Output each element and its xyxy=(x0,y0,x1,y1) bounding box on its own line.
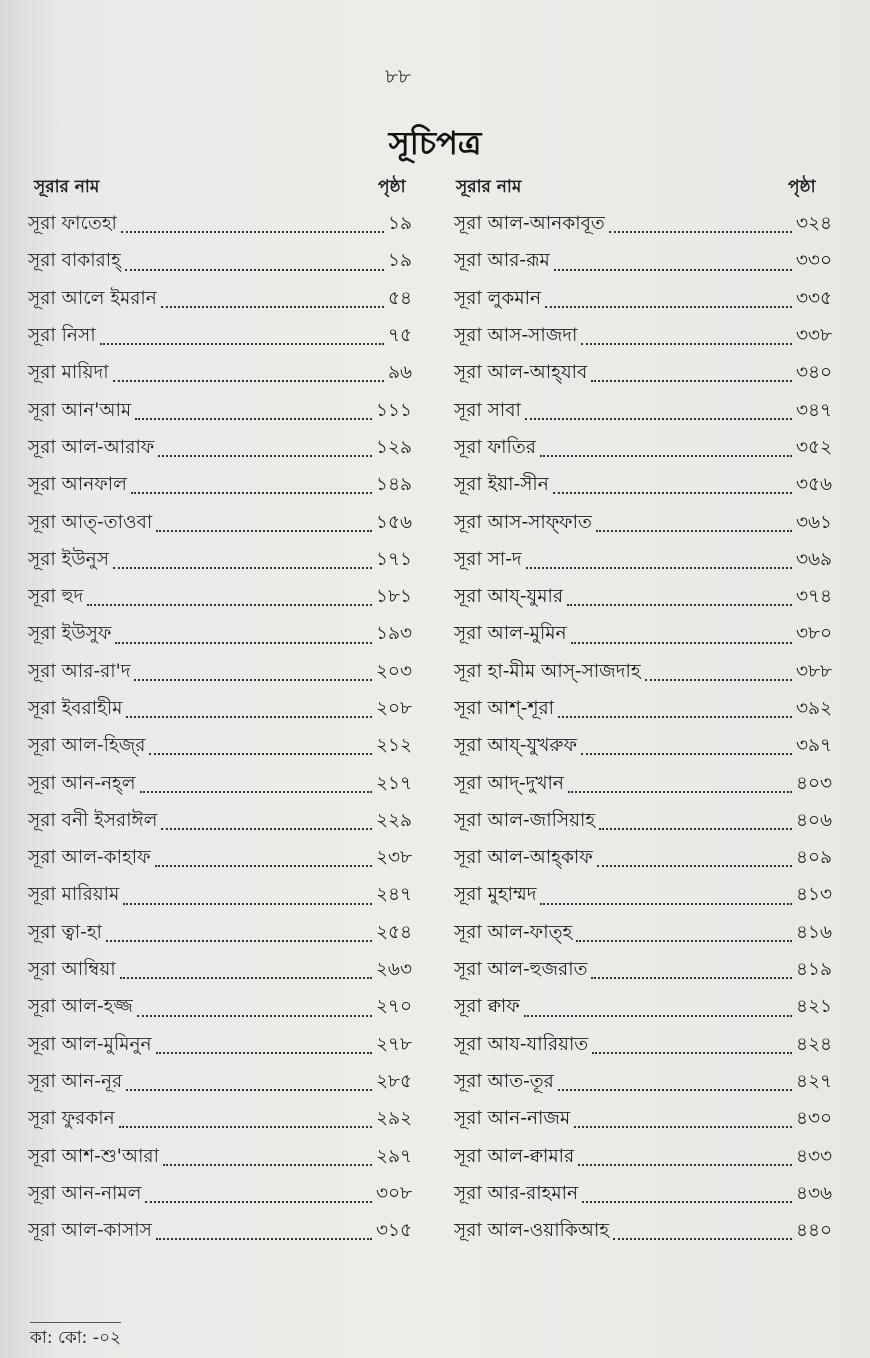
dot-leader xyxy=(554,269,792,271)
contents-row xyxy=(28,318,412,355)
contents-row xyxy=(454,355,832,392)
contents-row xyxy=(28,206,412,243)
page-ref: ৩৫২ xyxy=(795,436,832,458)
contents-row xyxy=(454,318,832,355)
page-ref: ৪৩৬ xyxy=(795,1182,832,1204)
page-ref: ৩৯২ xyxy=(795,698,832,719)
page-ref: ৩৫৬ xyxy=(795,474,832,496)
dot-leader xyxy=(568,791,792,793)
surah-name: সূরা আয্-যুখরুফ xyxy=(454,735,578,757)
contents-row xyxy=(28,430,412,467)
surah-name: সূরা আল-আরাফ xyxy=(28,436,155,458)
contents-row xyxy=(28,392,412,429)
surah-name: সূরা আল-হজ্জ xyxy=(28,996,133,1018)
contents-row xyxy=(454,616,832,653)
contents-row xyxy=(454,915,832,952)
dot-leader xyxy=(134,679,371,681)
contents-row xyxy=(454,579,832,616)
dot-leader xyxy=(545,306,792,308)
contents-row xyxy=(28,840,412,877)
dot-leader xyxy=(158,455,372,457)
surah-name: সূরা হুদ xyxy=(28,586,84,608)
page-ref: ১২৯ xyxy=(375,436,412,458)
page-ref: ৩১৫ xyxy=(375,1220,412,1242)
surah-name: সূরা ত্বা-হা xyxy=(28,921,102,943)
contents-row xyxy=(28,952,412,989)
dot-leader xyxy=(119,1126,372,1128)
surah-name: সূরা আন-নামল xyxy=(28,1182,142,1204)
surah-name: সূরা সা-দ xyxy=(454,548,522,570)
left-name-header: সূরার নাম xyxy=(34,177,100,197)
contents-row xyxy=(28,803,412,840)
dot-leader xyxy=(163,1164,372,1166)
contents-row xyxy=(28,616,412,653)
contents-row xyxy=(28,542,412,579)
surah-name: সূরা আত্-তাওবা xyxy=(28,511,153,533)
contents-row xyxy=(28,281,412,318)
dot-leader xyxy=(140,791,372,793)
dot-leader xyxy=(526,567,792,569)
page-ref: ১৮১ xyxy=(375,586,412,608)
page-ref: ৪০৩ xyxy=(795,772,832,794)
surah-name: সূরা আল-জাসিয়াহ xyxy=(454,809,596,831)
contents-row xyxy=(28,467,412,504)
surah-name: সূরা আল-মুমিন xyxy=(454,623,567,645)
dot-leader xyxy=(597,865,792,867)
surah-name: সূরা আল-ফাত্‌হ xyxy=(454,921,573,943)
contents-row xyxy=(454,989,832,1026)
surah-name: সূরা আদ্-দুখান xyxy=(454,772,564,794)
contents-row xyxy=(454,281,832,318)
contents-row xyxy=(28,504,412,541)
dot-leader xyxy=(558,716,792,718)
dot-leader xyxy=(558,1089,792,1091)
dot-leader xyxy=(123,903,372,905)
page-ref: ২৫৪ xyxy=(375,921,412,943)
dot-leader xyxy=(599,828,792,830)
page-ref: ২৮৫ xyxy=(375,1070,412,1092)
dot-leader xyxy=(161,306,384,308)
dot-leader xyxy=(609,231,792,233)
dot-leader xyxy=(524,1015,792,1017)
surah-name: সূরা সাবা xyxy=(454,399,521,421)
surah-name: সূরা আস-সাজদা xyxy=(454,325,578,347)
surah-name: সূরা আন-নাজম xyxy=(454,1108,571,1130)
right-name-header: সূরার নাম xyxy=(456,177,522,197)
surah-name: সূরা আল-ওয়াকিআহ xyxy=(454,1220,610,1242)
page-ref: ৩৩০ xyxy=(795,250,832,272)
dot-leader xyxy=(525,418,792,420)
surah-name: সূরা লুকমান xyxy=(454,287,542,309)
page-ref: ১৭১ xyxy=(375,548,412,570)
surah-name: সূরা নিসা xyxy=(28,325,96,347)
contents-row xyxy=(28,1064,412,1101)
dot-leader xyxy=(125,269,384,271)
page-ref: ২৯৭ xyxy=(375,1145,412,1167)
dot-leader xyxy=(571,642,792,644)
dot-leader xyxy=(106,940,372,942)
page-ref: ২৭০ xyxy=(375,996,412,1018)
page-ref: ৪১৩ xyxy=(795,884,832,906)
contents-row xyxy=(454,654,832,691)
surah-name: সূরা আল-কাহাফ xyxy=(28,847,151,869)
page-ref: ৩৪০ xyxy=(795,362,832,384)
contents-row xyxy=(28,654,412,691)
dot-leader xyxy=(156,530,372,532)
dot-leader xyxy=(156,1238,372,1240)
dot-leader xyxy=(591,977,792,979)
surah-name: সূরা আল-হিজ্‌র xyxy=(28,735,146,757)
surah-name: সূরা ইউসুফ xyxy=(28,623,112,645)
page-ref: ৫৪ xyxy=(387,287,412,309)
page-ref: ১৫৬ xyxy=(375,511,412,533)
contents-row xyxy=(454,1138,832,1175)
contents-row xyxy=(454,504,832,541)
page-ref: ৩২৪ xyxy=(795,213,832,235)
contents-row xyxy=(454,691,832,728)
dot-leader xyxy=(120,977,372,979)
page-ref: ২৭৮ xyxy=(375,1033,412,1055)
page-ref: ২১২ xyxy=(375,735,412,757)
page-ref: ২৩৮ xyxy=(375,847,412,869)
page-ref: ২২৯ xyxy=(375,809,412,831)
surah-name: সূরা আল-আনকাবূত xyxy=(454,213,605,235)
page-ref: ৩৪৭ xyxy=(795,399,832,421)
dot-leader xyxy=(113,380,384,382)
page-ref: ২৯২ xyxy=(375,1108,412,1130)
surah-name: সূরা আল-হুজরাত xyxy=(454,959,588,981)
surah-name: সূরা মুহাম্মদ xyxy=(454,884,537,906)
dot-leader xyxy=(137,1015,372,1017)
surah-name: সূরা ফাতেহা xyxy=(28,213,117,235)
surah-name: সূরা আন-নূর xyxy=(28,1070,123,1092)
dot-leader xyxy=(156,1052,372,1054)
surah-name: সূরা মায়িদা xyxy=(28,362,109,384)
page-title: সূচিপত্র xyxy=(388,124,482,162)
page-ref: ৪০৬ xyxy=(795,809,832,831)
contents-row xyxy=(28,355,412,392)
page-ref: ৪৩০ xyxy=(795,1108,832,1130)
surah-name: সূরা আল-ক্বামার xyxy=(454,1145,575,1167)
contents-row xyxy=(454,840,832,877)
page-ref: ৩৬১ xyxy=(795,511,832,533)
surah-name: সূরা ফাতির xyxy=(454,436,536,458)
surah-name: সূরা আত-তূর xyxy=(454,1070,554,1092)
contents-row xyxy=(454,243,832,280)
footer-signature: কা: কো: -০২ xyxy=(30,1322,121,1353)
page-ref: ৯৬ xyxy=(387,362,412,384)
page-ref: ৩৯৭ xyxy=(795,735,832,757)
contents-row xyxy=(28,877,412,914)
page-ref: ৩৮০ xyxy=(795,623,832,645)
left-page-header: পৃষ্ঠা xyxy=(378,177,406,197)
dot-leader xyxy=(596,530,792,532)
dot-leader xyxy=(540,903,791,905)
page-ref: ৪৪০ xyxy=(795,1220,832,1242)
dot-leader xyxy=(540,455,792,457)
dot-leader xyxy=(126,1089,372,1091)
surah-name: সূরা মারিয়াম xyxy=(28,884,120,906)
surah-name: সূরা আল-আহ্‌কাফ xyxy=(454,847,593,869)
contents-row xyxy=(28,728,412,765)
contents-row xyxy=(454,1101,832,1138)
surah-name: সূরা ইবরাহীম xyxy=(28,698,123,719)
page-ref: ৩৬৯ xyxy=(795,548,832,570)
page-ref: ৩০৮ xyxy=(375,1182,412,1204)
surah-name: সূরা আস-সাফ্‌ফাত xyxy=(454,511,592,533)
contents-row xyxy=(454,430,832,467)
dot-leader xyxy=(592,1052,792,1054)
dot-leader xyxy=(155,865,372,867)
contents-row xyxy=(454,728,832,765)
dot-leader xyxy=(591,380,792,382)
surah-name: সূরা ইউনুস xyxy=(28,548,109,570)
surah-name: সূরা আর-রা'দ xyxy=(28,660,131,682)
dot-leader xyxy=(87,604,372,606)
page-ref: ৭৫ xyxy=(387,325,412,347)
page-ref: ৪১৯ xyxy=(795,959,832,981)
page-ref: ৪২১ xyxy=(795,996,832,1018)
surah-name: সূরা ক্বাফ xyxy=(454,996,520,1018)
right-page-header: পৃষ্ঠা xyxy=(788,177,816,197)
page-ref: ১১১ xyxy=(375,399,412,421)
dot-leader xyxy=(131,492,372,494)
surah-name: সূরা আর-রূম xyxy=(454,250,550,272)
contents-row xyxy=(454,392,832,429)
page-ref: ২৬৩ xyxy=(375,959,412,981)
contents-row xyxy=(454,206,832,243)
page-ref: ৪১৬ xyxy=(795,921,832,943)
page-ref: ১৪৯ xyxy=(375,474,412,496)
surah-name: সূরা আল-মুমিনুন xyxy=(28,1033,152,1055)
dot-leader xyxy=(574,1126,792,1128)
dot-leader xyxy=(121,231,384,233)
surah-name: সূরা আল-কাসাস xyxy=(28,1220,152,1242)
surah-name: সূরা আনফাল xyxy=(28,474,127,496)
dot-leader xyxy=(115,642,372,644)
page-ref: ৩৮৮ xyxy=(795,660,832,682)
dot-leader xyxy=(113,567,372,569)
page-ref: ২১৭ xyxy=(375,772,412,794)
surah-name: সূরা আয-যারিয়াত xyxy=(454,1033,589,1055)
contents-row xyxy=(28,1213,412,1250)
page-ref: ৪৩৩ xyxy=(795,1145,832,1167)
page-ref: ২৪৭ xyxy=(375,884,412,906)
page-ref: ১৯৩ xyxy=(375,623,412,645)
surah-name: সূরা আয্-যুমার xyxy=(454,586,564,608)
contents-row xyxy=(28,765,412,802)
contents-row xyxy=(454,765,832,802)
page-ref: ১৯ xyxy=(387,250,412,272)
left-contents-list xyxy=(28,206,412,1250)
contents-row xyxy=(28,243,412,280)
contents-row xyxy=(28,1027,412,1064)
page-ref: ২০৮ xyxy=(375,698,412,719)
dot-leader xyxy=(645,679,792,681)
dot-leader xyxy=(613,1238,792,1240)
page-ref: ২০৩ xyxy=(375,660,412,682)
surah-name: সূরা হা-মীম আস্-সাজদাহ xyxy=(454,660,641,682)
contents-row xyxy=(454,1213,832,1250)
surah-name: সূরা আন'আম xyxy=(28,399,132,421)
page-ref: ৪২৭ xyxy=(795,1070,832,1092)
contents-row xyxy=(28,915,412,952)
dot-leader xyxy=(161,828,372,830)
dot-leader xyxy=(126,716,372,718)
dot-leader xyxy=(581,343,792,345)
page-ref: ৩৩৮ xyxy=(795,325,832,347)
contents-row xyxy=(28,579,412,616)
contents-row xyxy=(454,467,832,504)
dot-leader xyxy=(567,604,792,606)
surah-name: সূরা আশ-শু'আরা xyxy=(28,1145,159,1167)
dot-leader xyxy=(553,492,792,494)
page-ref: ৪০৯ xyxy=(795,847,832,869)
surah-name: সূরা বাকারাহ্ xyxy=(28,250,121,272)
surah-name: সূরা ফুরকান xyxy=(28,1108,115,1130)
surah-name: সূরা আর-রাহমান xyxy=(454,1182,579,1204)
surah-name: সূরা বনী ইসরাঈল xyxy=(28,809,158,831)
contents-row xyxy=(28,989,412,1026)
dot-leader xyxy=(145,1201,372,1203)
contents-row xyxy=(454,952,832,989)
dot-leader xyxy=(582,1201,792,1203)
surah-name: সূরা ইয়া-সীন xyxy=(454,474,549,496)
contents-row xyxy=(28,1101,412,1138)
contents-row xyxy=(28,691,412,728)
contents-row xyxy=(28,1176,412,1213)
contents-row xyxy=(28,1138,412,1175)
right-contents-list xyxy=(454,206,832,1250)
page-ref: ৪২৪ xyxy=(795,1033,832,1055)
page-ref: ১৯ xyxy=(387,213,412,235)
contents-row xyxy=(454,542,832,579)
contents-row xyxy=(454,1027,832,1064)
dot-leader xyxy=(581,753,792,755)
dot-leader xyxy=(578,1164,792,1166)
surah-name: সূরা আল-আহ্‌যাব xyxy=(454,362,588,384)
surah-name: সূরা আন-নহ্‌ল xyxy=(28,772,136,794)
page-ref: ৩৩৫ xyxy=(795,287,832,309)
surah-name: সূরা আম্বিয়া xyxy=(28,959,116,981)
page-number: ৮৮ xyxy=(385,64,411,88)
contents-row xyxy=(454,877,832,914)
contents-row xyxy=(454,803,832,840)
dot-leader xyxy=(149,753,372,755)
surah-name: সূরা আশ্-শূরা xyxy=(454,698,555,719)
dot-leader xyxy=(135,418,372,420)
surah-name: সূরা আলে ইমরান xyxy=(28,287,157,309)
dot-leader xyxy=(576,940,792,942)
dot-leader xyxy=(100,343,384,345)
contents-row xyxy=(454,1064,832,1101)
page-ref: ৩৭৪ xyxy=(795,586,832,608)
contents-row xyxy=(454,1176,832,1213)
